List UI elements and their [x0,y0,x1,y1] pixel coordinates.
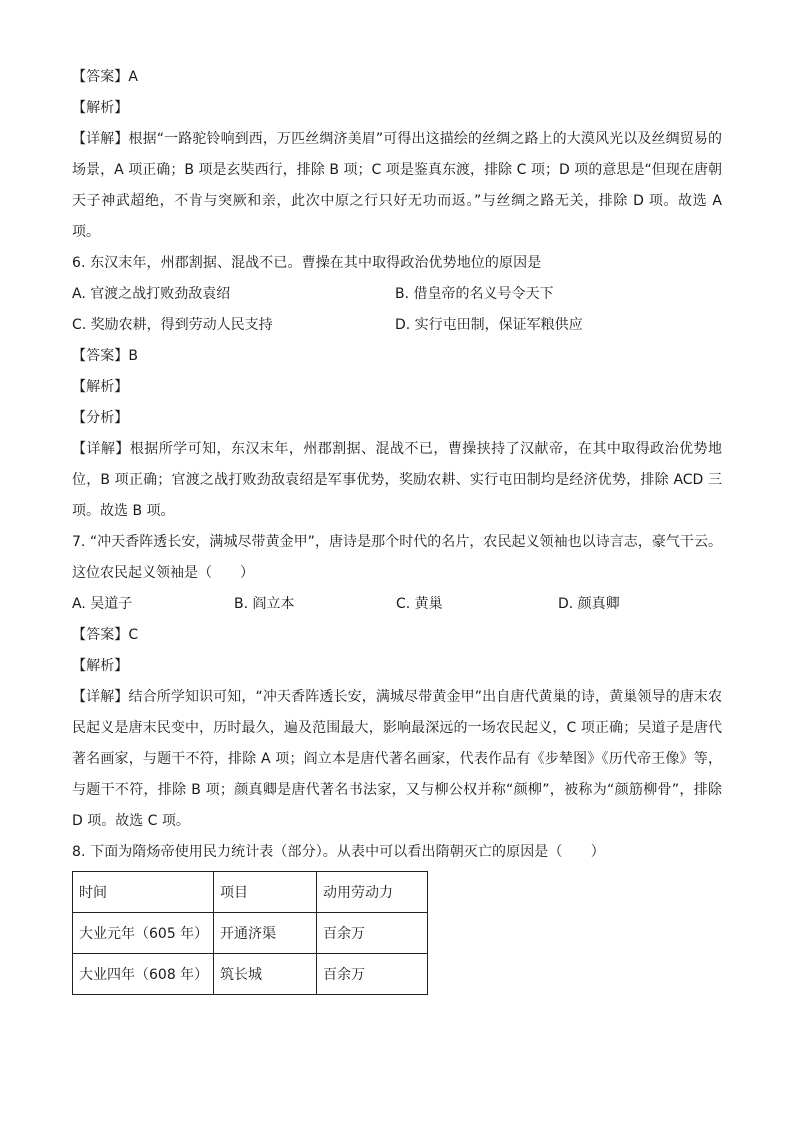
table-cell: 筑长城 [214,954,317,995]
q6-fenxi-label: 【分析】 [72,410,129,426]
q7-option-a: A. 吴道子 [72,596,133,612]
q6-answer: 【答案】B [72,348,139,364]
q6-stem: 6. 东汉末年，州郡割据、混战不已。曹操在其中取得政治优势地位的原因是 [72,255,542,271]
q5-detail: 【详解】根据“一路驼铃响到西，万匹丝绸济美眉”可得出这描绘的丝绸之路上的大漠风光以及丝绸贸易的场景，A 项正确；B 项是玄奘西行，排除 B 项；C 项是鉴真东渡，排除 C 项；D 项的意思是“但现在唐朝天子神武超绝，不肯与突厥和亲，此次中原之行只好无功而返。”与丝绸之路无关，排除 D 项。故选 A 项。 [72,131,722,240]
table-cell: 大业元年（605 年） [73,913,214,954]
q6-option-c: C. 奖励农耕，得到劳动人民支持 [72,317,273,333]
q7-detail: 【详解】结合所学知识可知，“冲天香阵透长安，满城尽带黄金甲”出自唐代黄巢的诗，黄巢领导的唐末农民起义是唐末民变中，历时最久，遍及范围最大，影响最深远的一场农民起义，C 项正确；吴道子是唐代著名画家，与题干不符，排除 A 项；阎立本是唐代著名画家，代表作品有《步辇图》《历代帝王像》等，与题干不符，排除 B 项；颜真卿是唐代著名书法家，又与柳公权并称“颜柳”，被称为“颜筋柳骨”，排除 D 项。故选 C 项。 [72,689,722,829]
table-cell: 百余万 [317,954,428,995]
q6-option-a: A. 官渡之战打败劲敌袁绍 [72,286,231,302]
table-row [73,913,428,954]
q6-options-row-2 [72,310,722,341]
q6-option-d: D. 实行屯田制，保证军粮供应 [395,317,583,333]
q8-stem: 8. 下面为隋炀帝使用民力统计表（部分）。从表中可以看出隋朝灭亡的原因是（ ） [72,844,605,860]
q7-stem: 7. “冲天香阵透长安，满城尽带黄金甲”，唐诗是那个时代的名片，农民起义领袖也以诗言志，豪气干云。这位农民起义领袖是（ ） [72,534,722,581]
q6-option-b: B. 借皇帝的名义号令天下 [395,286,554,302]
table-header-cell: 时间 [73,872,214,913]
table-header-cell: 项目 [214,872,317,913]
q6-analysis-label: 【解析】 [72,379,129,395]
q7-answer: 【答案】C [72,627,139,643]
q5-analysis-label: 【解析】 [72,100,129,116]
q7-analysis-label: 【解析】 [72,658,129,674]
q6-options-row-1 [72,279,722,310]
q7-option-c: C. 黄巢 [396,596,443,612]
q7-options-row [72,589,722,620]
q6-detail: 【详解】根据所学可知，东汉末年，州郡割据、混战不已，曹操挟持了汉献帝，在其中取得政治优势地位，B 项正确；官渡之战打败劲敌袁绍是军事优势，奖励农耕、实行屯田制均是经济优势，排除 ACD 三项。故选 B 项。 [72,441,722,519]
q8-table [72,871,428,995]
table-header-cell: 动用劳动力 [317,872,428,913]
document-page [72,62,722,995]
table-cell: 百余万 [317,913,428,954]
q5-answer: 【答案】A [72,69,139,85]
table-cell: 大业四年（608 年） [73,954,214,995]
table-row [73,954,428,995]
table-cell: 开通济渠 [214,913,317,954]
q7-option-d: D. 颜真卿 [558,596,620,612]
q7-option-b: B. 阎立本 [234,596,295,612]
table-header-row [73,872,428,913]
